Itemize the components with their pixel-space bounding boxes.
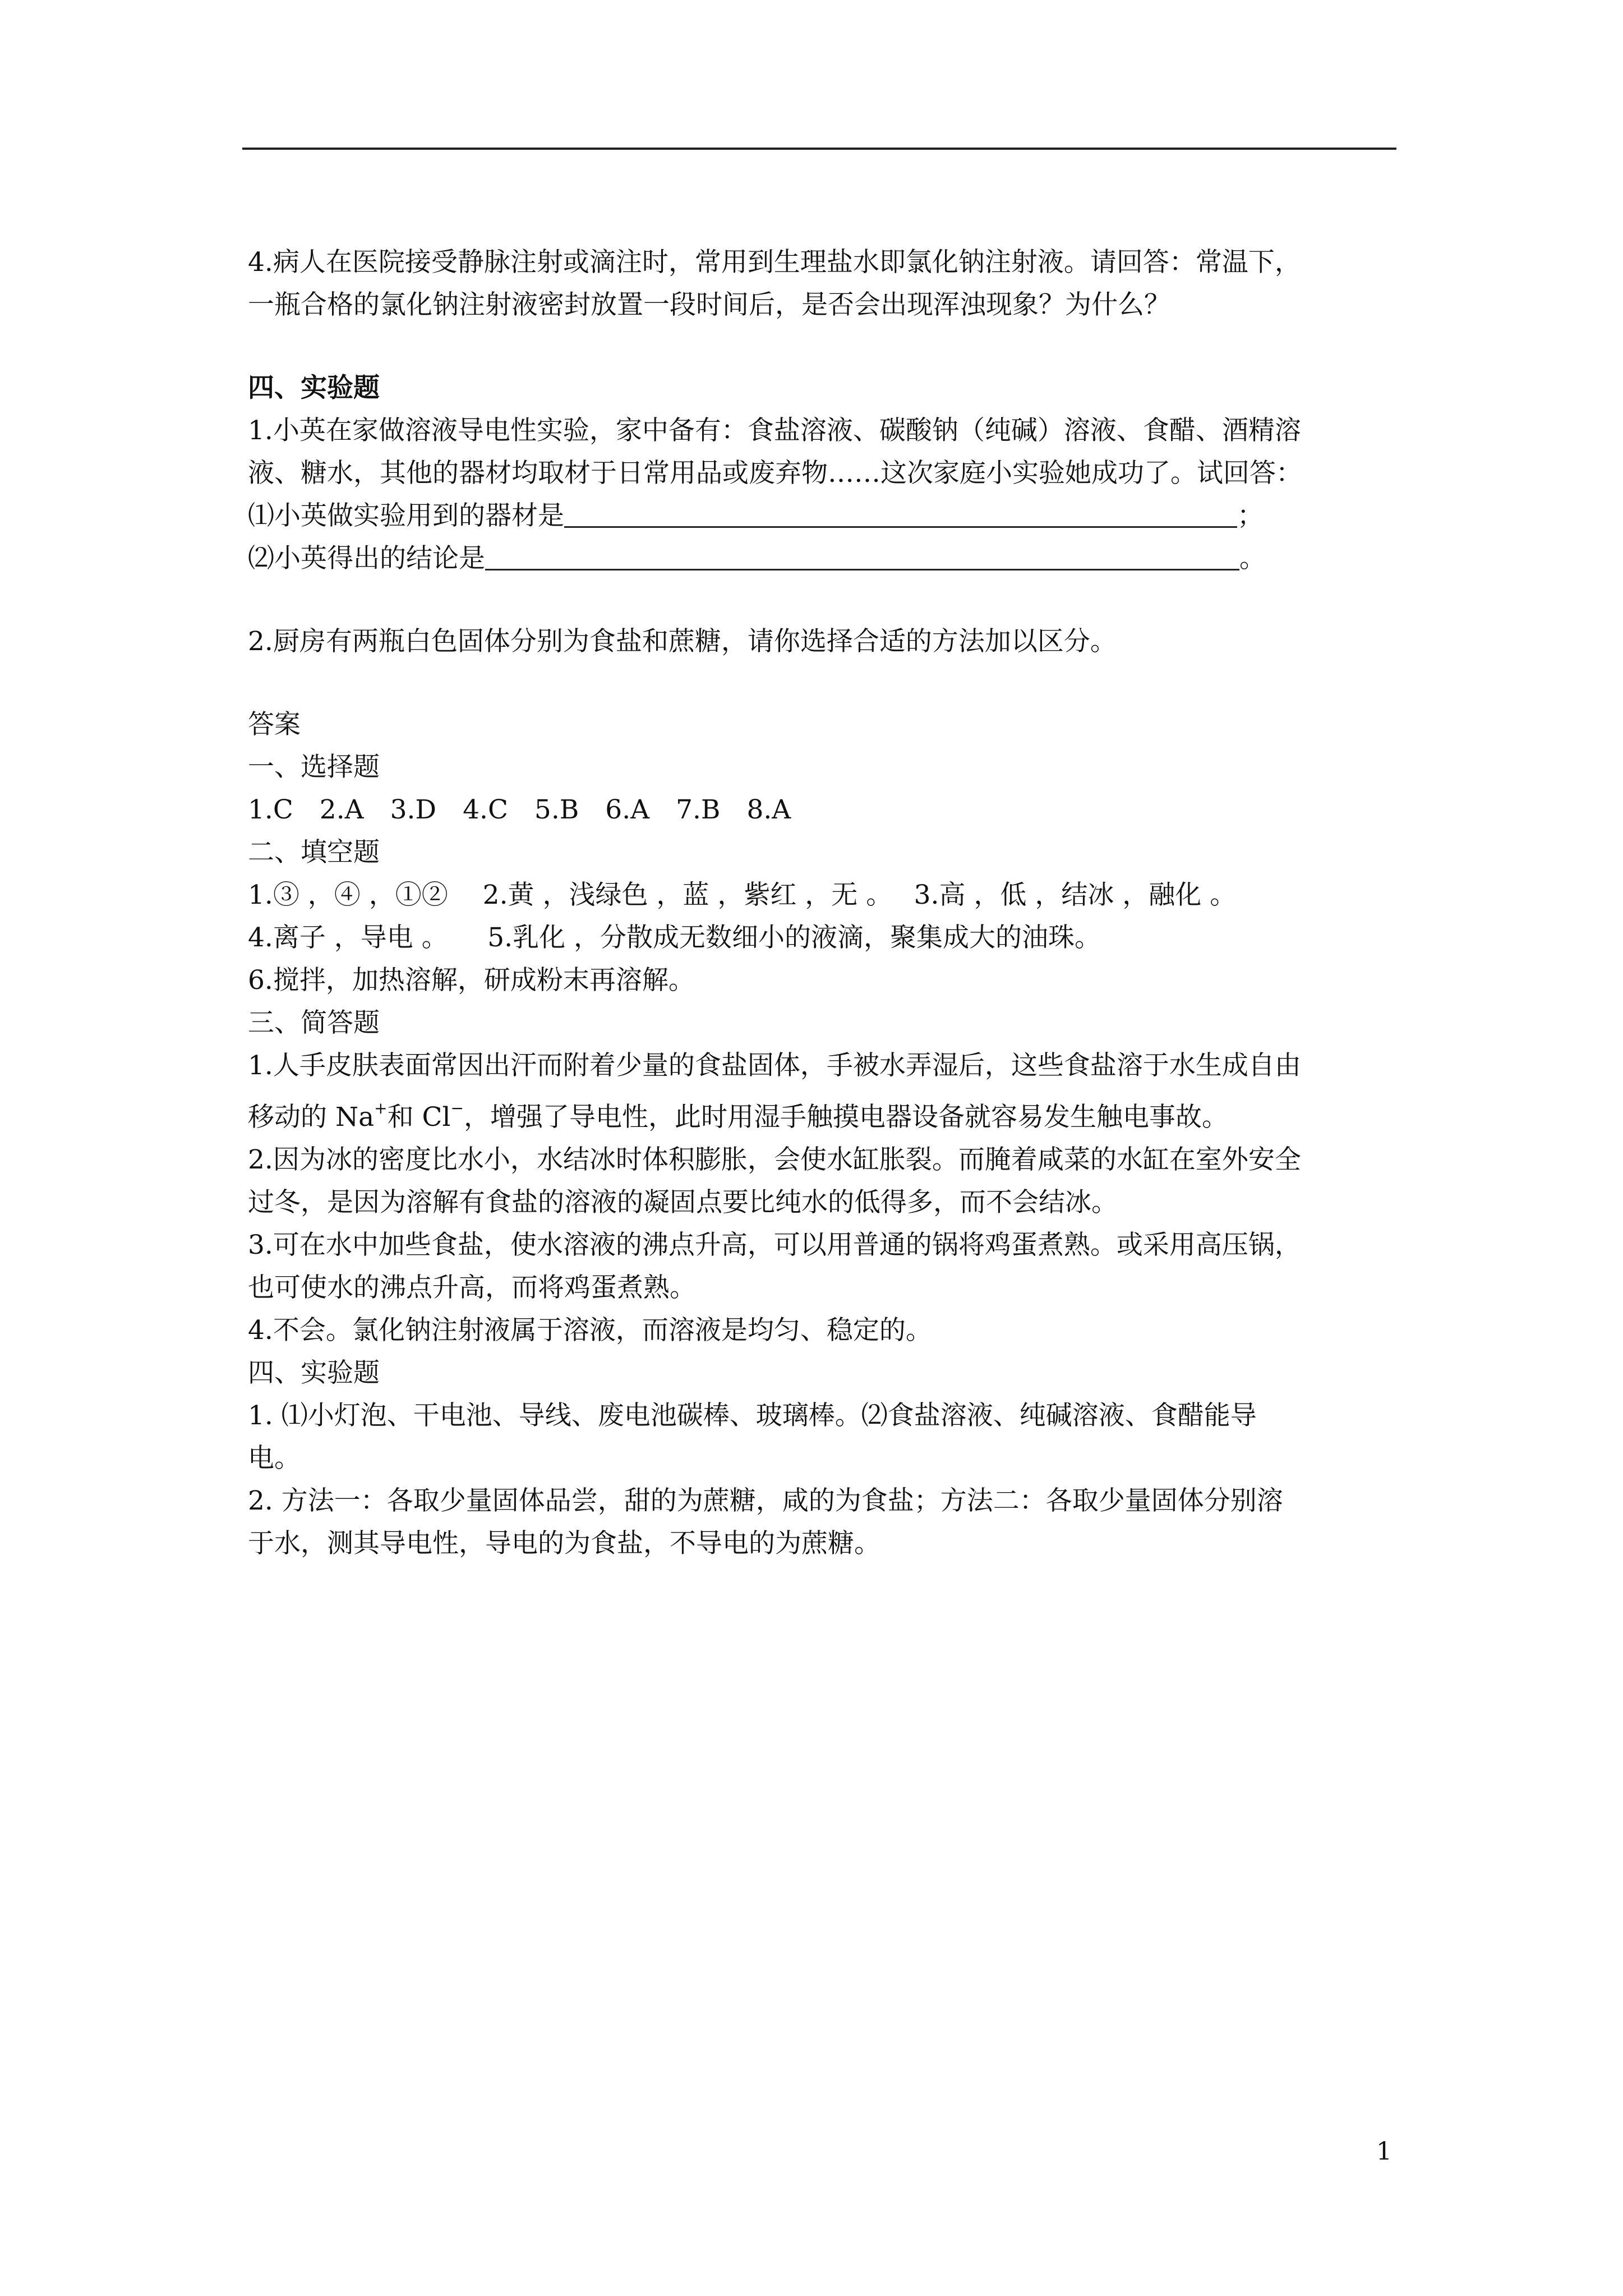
answer-blank-2[interactable] — [485, 540, 1239, 570]
answers-s4-a2-line1: 2. 方法一：各取少量固体品尝，甜的为蔗糖，咸的为食盐；方法二：各取少量固体分别溶 — [248, 1485, 1283, 1516]
s3-a1-sup-plus: + — [374, 1099, 388, 1117]
answers-s2-line3: 6.搅拌，加热溶解，研成粉末再溶解。 — [248, 965, 695, 996]
answer-blank-1[interactable] — [564, 497, 1237, 528]
answers-s3-a3-line1: 3.可在水中加些食盐，使水溶液的沸点升高，可以用普通的锅将鸡蛋煮熟。或采用高压锅， — [248, 1230, 1301, 1260]
answers-s3-a1-line2 — [248, 1087, 1414, 1139]
answers-s4-title: 四、实验题 — [248, 1358, 380, 1388]
header-rule — [242, 148, 1396, 150]
q4-line2: 一瓶合格的氯化钠注射液密封放置一段时间后，是否会出现浑浊现象？为什么？ — [248, 289, 1170, 320]
answers-s4-a2-line2: 于水，测其导电性，导电的为食盐，不导电的为蔗糖。 — [248, 1528, 880, 1559]
s3-a1-cl: 和 Cl — [387, 1102, 451, 1133]
answers-s2-line1: 1.③ ，④ ，①② 2.黄 ，浅绿色 ，蓝 ，紫红 ，无 。 3.高 ，低 ，结冰 ，融化 。 — [248, 880, 1237, 910]
answers-s3-a2-line2: 过冬，是因为溶解有食盐的溶液的凝固点要比纯水的低得多，而不会结冰。 — [248, 1187, 1118, 1218]
answers-s3-a3-line2: 也可使水的沸点升高，而将鸡蛋煮熟。 — [248, 1272, 696, 1303]
answers-title: 答案 — [248, 709, 301, 740]
s3-a1-sup-minus: − — [450, 1099, 464, 1117]
answers-s3-a1-line1: 1.人手皮肤表面常因出汗而附着少量的食盐固体，手被水弄湿后，这些食盐溶于水生成自由 — [248, 1050, 1301, 1081]
s4-q1-line2: 液、糖水，其他的器材均取材于日常用品或废弃物……这次家庭小实验她成功了。试回答： — [248, 458, 1302, 489]
answers-s2-title: 二、填空题 — [248, 837, 380, 868]
answers-s4-a1-line1: 1. ⑴小灯泡、干电池、导线、废电池碳棒、玻璃棒。⑵食盐溶液、纯碱溶液、食醋能导 — [248, 1400, 1257, 1431]
answers-s3-a2-line1: 2.因为冰的密度比水小，水结冰时体积膨胀，会使水缸胀裂。而腌着咸菜的水缸在室外安全 — [248, 1144, 1301, 1175]
s3-a1-na: 移动的 Na — [248, 1102, 375, 1133]
s4-q1-part2-suffix: 。 — [1239, 543, 1266, 574]
s4-q1-part1-suffix: ； — [1237, 500, 1264, 531]
answers-s3-title: 三、简答题 — [248, 1007, 380, 1038]
answers-s1-title: 一、选择题 — [248, 752, 380, 783]
s4-q2: 2.厨房有两瓶白色固体分别为食盐和蔗糖，请你选择合适的方法加以区分。 — [248, 626, 1117, 657]
document-body — [248, 241, 1414, 1565]
s4-q1-line1: 1.小英在家做溶液导电性实验，家中备有：食盐溶液、碳酸钠（纯碱）溶液、食醋、酒精溶 — [248, 415, 1301, 446]
section4-title: 四、实验题 — [248, 372, 380, 403]
answers-s2-line2: 4.离子 ，导电 。 5.乳化 ，分散成无数细小的液滴，聚集成大的油珠。 — [248, 922, 1101, 953]
s3-a1-rest: ，增强了导电性，此时用湿手触摸电器设备就容易发生触电事故。 — [463, 1102, 1228, 1133]
answers-s1-line: 1.C 2.A 3.D 4.C 5.B 6.A 7.B 8.A — [248, 794, 791, 825]
s4-q1-part2 — [248, 537, 1414, 580]
s4-q1-part1 — [248, 495, 1414, 537]
s4-q1-part1-prefix: ⑴小英做实验用到的器材是 — [248, 500, 564, 531]
answers-s3-a4: 4.不会。氯化钠注射液属于溶液，而溶液是均匀、稳定的。 — [248, 1315, 932, 1346]
s4-q1-part2-prefix: ⑵小英得出的结论是 — [248, 543, 485, 574]
q4-line1: 4.病人在医院接受静脉注射或滴注时，常用到生理盐水即氯化钠注射液。请回答：常温下， — [248, 247, 1301, 278]
page-number: 1 — [1376, 2137, 1392, 2166]
answers-s4-a1-line2: 电。 — [248, 1443, 301, 1474]
